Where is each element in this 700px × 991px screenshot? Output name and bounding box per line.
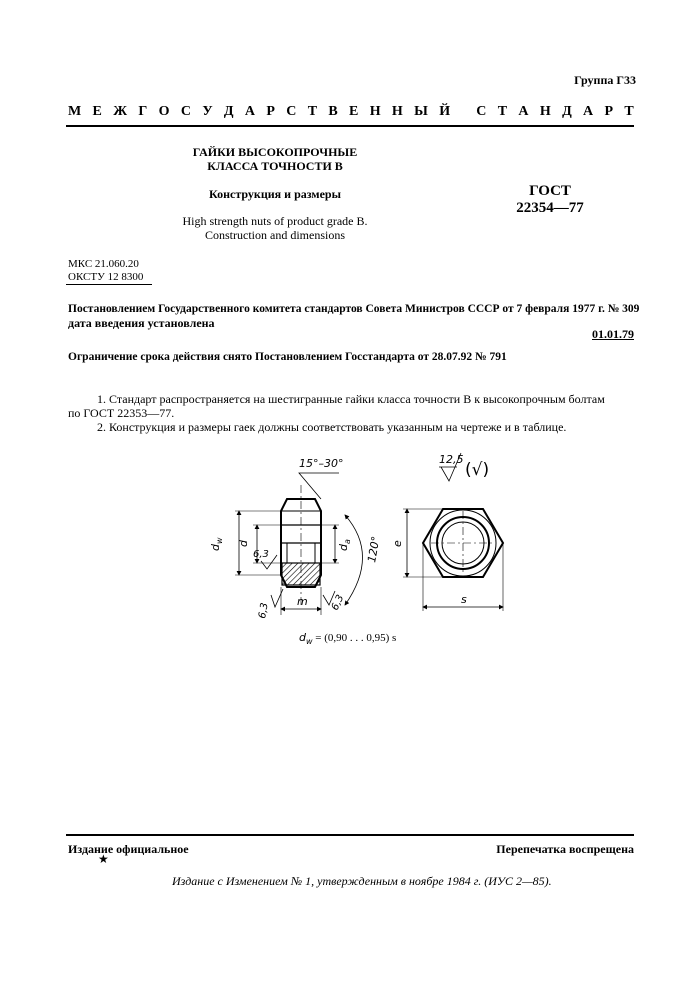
heading-letter: О: [158, 104, 170, 119]
heading-letter: М: [68, 104, 82, 119]
roughness-12-5: 12,5: [439, 453, 464, 466]
edition-note: Издание с Изменением № 1, утвержденным в ноябре 1984 г. (ИУС 2—85).: [172, 874, 552, 888]
header-rule: [66, 125, 634, 127]
heading-letter: Д: [223, 104, 234, 119]
roughness-6-3-right: 6,3: [329, 593, 347, 613]
heading-letter: Й: [439, 104, 451, 119]
e-label: e: [391, 540, 404, 547]
s-label: s: [461, 593, 467, 606]
nut-top-view: [423, 509, 503, 577]
heading-letter: С: [180, 104, 191, 119]
heading-gap: [461, 104, 465, 120]
reprint-prohibited: Перепечатка воспрещена: [496, 842, 634, 856]
heading-letter: Р: [266, 104, 275, 119]
mks-code: МКС 21.060.20: [68, 258, 139, 270]
standard-type-heading: [68, 104, 634, 120]
d-label: d: [237, 540, 250, 547]
roughness-6-3-left: 6,3: [257, 601, 271, 620]
heading-letter: Е: [349, 104, 359, 119]
okstu-code: ОКСТУ 12 8300: [68, 271, 144, 283]
roughness-check: (√): [465, 460, 490, 480]
heading-letter: А: [583, 104, 594, 119]
heading-letter: Ж: [113, 104, 128, 119]
heading-letter: Т: [624, 104, 634, 119]
heading-letter: Ы: [414, 104, 428, 119]
m-label: m: [297, 595, 308, 608]
introduction-date: 01.01.79: [592, 327, 634, 341]
footer-rule: [66, 834, 634, 836]
nut-side-view: [281, 485, 321, 605]
decree-line-2: дата введения установлена: [68, 316, 215, 330]
decree-line-1: Постановлением Государственного комитета стандартов Совета Министров СССР от 7 февраля 1977 г. № 309: [68, 303, 640, 315]
title-subtitle: Конструкция и размеры: [209, 187, 341, 201]
heading-letter: Т: [497, 104, 508, 119]
gost-label: ГОСТ: [529, 183, 571, 199]
group-label: Группа Г33: [574, 73, 636, 87]
heading-letter: Т: [307, 104, 318, 119]
heading-letter: Н: [369, 104, 381, 119]
da-label: $d_a$: [337, 539, 352, 551]
chamfer-angle-label: 15°–30°: [299, 457, 344, 470]
heading-letter: С: [286, 104, 297, 119]
heading-letter: У: [202, 104, 213, 119]
title-line-1: ГАЙКИ ВЫСОКОПРОЧНЫЕ: [192, 145, 358, 159]
heading-letter: А: [244, 104, 256, 119]
title-en-line-2: Construction and dimensions: [205, 228, 345, 242]
gost-number: 22354—77: [516, 200, 584, 216]
heading-letter: Г: [138, 104, 148, 119]
roughness-6-3-inner: 6,3: [253, 549, 269, 560]
angle-120-label: 120°: [365, 535, 383, 564]
heading-letter: С: [476, 104, 487, 119]
paragraph-2: 2. Конструкция и размеры гаек должны соответствовать указанным на чертеже и в таблице.: [97, 420, 567, 434]
title-line-2: КЛАССА ТОЧНОСТИ В: [207, 159, 343, 173]
limitation-note: Ограничение срока действия снято Постановлением Госстандарта от 28.07.92 № 791: [68, 351, 507, 363]
formula-dw: $d_w = (0,90$ . . . 0,95) s: [299, 631, 397, 646]
classification-rule: [66, 284, 152, 285]
paragraph-1-line-1: 1. Стандарт распространяется на шестигранные гайки класса точности В к высокопрочным болтам: [97, 392, 605, 406]
paragraph-1-line-2: по ГОСТ 22353—77.: [68, 406, 175, 420]
star-mark: ★: [98, 852, 109, 866]
nut-drawing: [195, 445, 555, 655]
heading-letter: Е: [92, 104, 102, 119]
heading-letter: В: [328, 104, 338, 119]
heading-letter: Н: [539, 104, 551, 119]
heading-letter: А: [518, 104, 529, 119]
dw-label: $d_w$: [209, 537, 224, 551]
official-edition: Издание официальное: [68, 842, 189, 856]
heading-letter: Д: [562, 104, 572, 119]
heading-letter: Р: [604, 104, 614, 119]
title-en-line-1: High strength nuts of product grade B.: [182, 214, 368, 228]
heading-letter: Н: [391, 104, 403, 119]
